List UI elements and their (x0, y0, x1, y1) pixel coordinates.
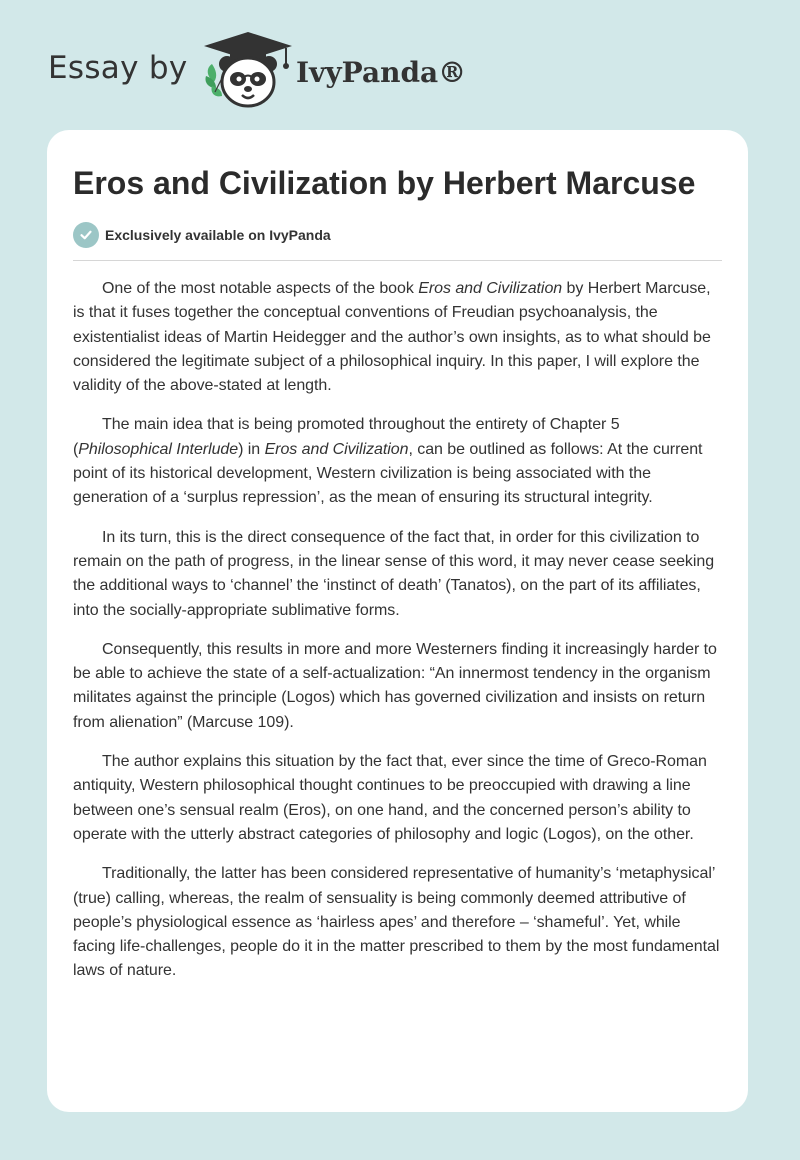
essay-body (73, 277, 722, 984)
text-run: Traditionally, the latter has been considered representative of humanity’s ‘metaphysical’ (true) calling, whereas, the realm of sensuality is being commonly deemed attributive of people’s physiological essence as ‘hairless apes’ and therefore – ‘shameful’. Yet, while facing life-challenges, people do it in the matter prescribed to them by the most fundamental laws of nature. (73, 865, 720, 980)
check-icon (73, 222, 99, 248)
text-run: The author explains this situation by the fact that, ever since the time of Greco-Roman antiquity, Western philosophical thought continues to be preoccupied with drawing a line between one’s sensual realm (Eros), on one hand, and the concerned person’s ability to operate with the utterly abstract categories of philosophy and logic (Logos), on the other. (73, 753, 707, 843)
essay-card (47, 130, 748, 1112)
page-title: Eros and Civilization by Herbert Marcuse (73, 165, 696, 201)
text-run: by Herbert Marcuse, is that it fuses together the conceptual conventions of Freudian psychoanalysis, the existentialist ideas of Martin Heidegger and the author’s own insights, as to what should be considered the legitimate subject of a philosophical inquiry. In this paper, I will explore the validity of the above-stated at length. (73, 280, 711, 395)
exclusive-label: Exclusively available on IvyPanda (105, 227, 331, 243)
text-run: One of the most notable aspects of the book (102, 280, 419, 297)
brand-name: IvyPanda® (296, 56, 467, 89)
paragraph (73, 413, 722, 510)
brand-header (48, 30, 508, 110)
italic-title: Philosophical Interlude (78, 440, 239, 458)
exclusive-badge (73, 222, 722, 248)
paragraph (73, 862, 722, 983)
paragraph (73, 277, 722, 398)
divider (73, 260, 722, 261)
text-run: In its turn, this is the direct consequence of the fact that, in order for this civilization to remain on the path of progress, in the linear sense of this word, it may never cease seeking the additional ways to ‘channel’ the ‘instinct of death’ (Tanatos), on the part of its affiliates, into the socially-appropriate sublimative forms. (73, 528, 715, 619)
paragraph (73, 526, 722, 623)
text-run: ) in (238, 440, 265, 458)
brand-prefix: Essay by (48, 50, 188, 86)
text-run: The main idea that is being promoted throughout the entirety of Chapter 5 ( (73, 416, 620, 458)
paragraph (73, 638, 722, 735)
panda-graduate-icon (200, 30, 296, 110)
text-run: Consequently, this results in more and more Westerners finding it increasingly harder to be able to achieve the state of a self-actualization: “An innermost tendency in the organism militates against the principle (Logos) which has governed civilization and insists on return from alienation” (Marcuse 109). (73, 640, 717, 731)
paragraph (73, 750, 722, 847)
italic-title: Eros and Civilization (418, 280, 563, 297)
italic-title: Eros and Civilization (264, 440, 409, 458)
text-run: , can be outlined as follows: At the current point of its historical development, Western civilization is being associated with the generation of a ‘surplus repression’, as the mean of ensuring its structural integrity. (73, 440, 703, 507)
